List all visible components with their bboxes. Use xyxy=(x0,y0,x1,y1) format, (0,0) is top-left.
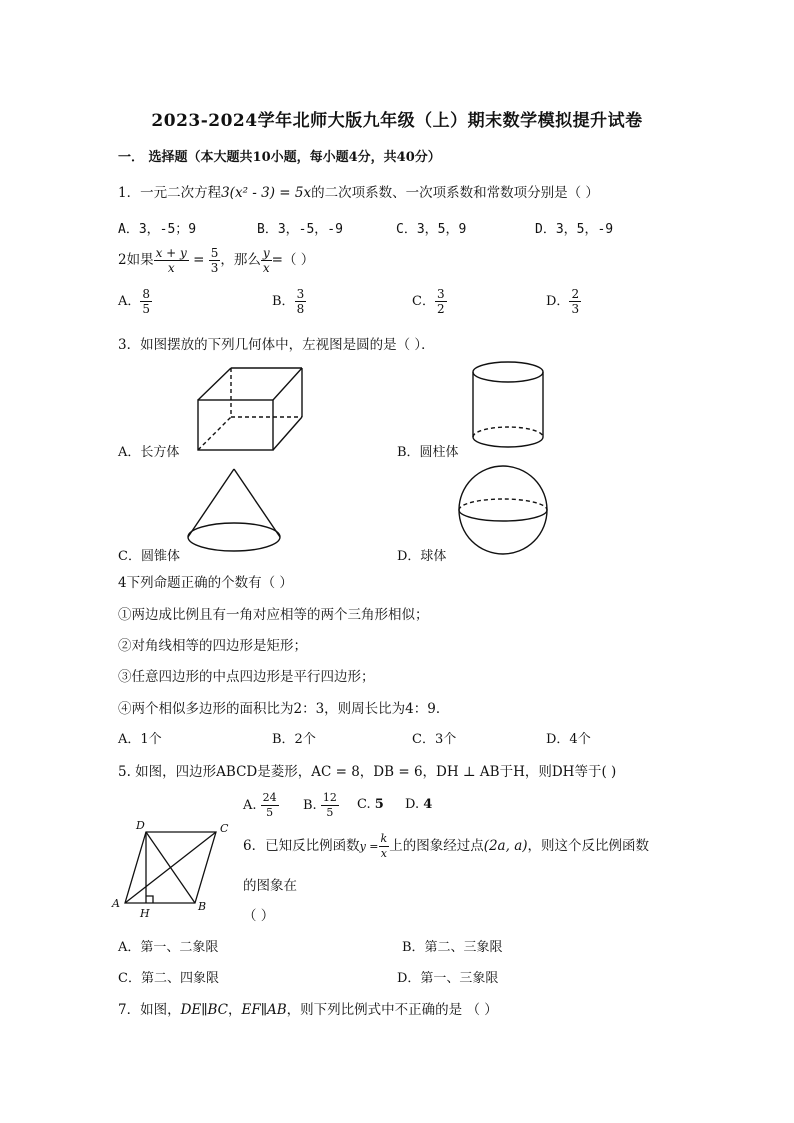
proposition-3: ③任意四边形的中点四边形是平行四边形； xyxy=(118,669,375,685)
question-7-relation-1: DE∥BC xyxy=(180,1002,229,1018)
option-4a[interactable]: A．1个 xyxy=(118,732,162,747)
option-1a[interactable]: A．3，-5；9 xyxy=(118,222,197,237)
cuboid-front-face xyxy=(198,400,273,450)
option-1d[interactable]: D．3，5，-9 xyxy=(535,222,614,237)
option-2b-fraction: $\frac{3}{8}$ xyxy=(296,287,305,316)
option-2c[interactable]: C． $\frac{3}{2}$ xyxy=(412,287,445,316)
option-6d[interactable]: D．第一、三象限 xyxy=(397,971,499,986)
question-6-function: y = xyxy=(359,840,379,853)
sphere-figure xyxy=(455,466,555,556)
option-2a[interactable]: A． $\frac{8}{5}$ xyxy=(118,287,151,316)
option-5b[interactable]: B. $\frac{12}{5}$ xyxy=(303,791,337,819)
option-2b[interactable]: B． $\frac{3}{8}$ xyxy=(272,287,305,316)
question-7: 7．如图，DE∥BC，EF∥AB，则下列比例式中不正确的是 （ ） xyxy=(118,1002,498,1018)
question-2-suffix: =（ ） xyxy=(271,252,315,268)
question-2-fraction-2: $\frac{5}{3}$ xyxy=(210,246,219,275)
cylinder-figure xyxy=(470,360,550,450)
right-angle-mark xyxy=(146,896,153,903)
label-h: H xyxy=(140,907,150,920)
option-2d[interactable]: D． $\frac{2}{3}$ xyxy=(546,287,580,316)
question-4: 4下列命题正确的个数有（ ） xyxy=(118,575,293,591)
cone-figure xyxy=(185,467,285,557)
option-2a-fraction: $\frac{8}{5}$ xyxy=(142,287,151,316)
label-b: B xyxy=(198,900,207,913)
option-1c[interactable]: C．3，5，9 xyxy=(396,222,467,237)
question-7-relation-2: EF∥AB xyxy=(241,1002,287,1018)
question-7-suffix: ，则下列比例式中不正确的是 （ ） xyxy=(286,1002,498,1018)
label-c: C xyxy=(220,822,229,835)
cuboid-figure xyxy=(195,365,305,455)
question-2-number: 2 xyxy=(118,252,127,268)
option-4d[interactable]: D．4个 xyxy=(546,732,591,747)
section-heading: 一． 选择题（本大题共10小题，每小题4分，共40分） xyxy=(118,150,441,165)
question-6 xyxy=(243,832,649,861)
option-5a[interactable]: A. $\frac{24}{5}$ xyxy=(243,791,277,819)
label-a: A xyxy=(112,897,120,910)
question-2-then: ，那么 xyxy=(220,252,261,268)
question-7-prefix: 7．如图， xyxy=(118,1002,181,1018)
option-1b[interactable]: B．3，-5，-9 xyxy=(257,222,343,237)
question-3: 3．如图摆放的下列几何体中，左视图是圆的是（ ）． xyxy=(118,337,435,353)
option-5a-fraction: $\frac{24}{5}$ xyxy=(262,791,277,819)
option-4c[interactable]: C．3个 xyxy=(412,732,457,747)
question-2-fraction-1: $\frac{x + y}{x}$ xyxy=(155,246,187,275)
question-1-prefix: 1．一元二次方程 xyxy=(118,185,222,201)
question-1-suffix: 的二次项系数、一次项系数和常数项分别是（ ） xyxy=(311,185,599,201)
option-3c[interactable]: C．圆锥体 xyxy=(118,549,180,564)
proposition-2: ②对角线相等的四边形是矩形； xyxy=(118,638,307,654)
diagonal-db xyxy=(146,832,195,903)
question-6-fraction: $\frac{k}{x}$ xyxy=(380,832,388,860)
question-6-middle: 上的图象经过点 xyxy=(389,838,484,854)
label-d: D xyxy=(136,819,145,832)
question-6-prefix: 6．已知反比例函数 xyxy=(243,838,360,854)
option-5d[interactable]: D. 4 xyxy=(405,797,433,812)
proposition-1: ①两边成比例且有一角对应相等的两个三角形相似； xyxy=(118,607,429,623)
option-2d-fraction: $\frac{2}{3}$ xyxy=(571,287,580,316)
question-2 xyxy=(118,246,314,275)
question-2-fraction-3: $\frac{y}{x}$ xyxy=(262,246,270,275)
proposition-4: ④两个相似多边形的面积比为2：3，则周长比为4：9． xyxy=(118,701,450,717)
question-1-equation: 3(x² - 3) = 5x xyxy=(221,185,312,201)
question-6-answer-blank: （ ） xyxy=(243,908,275,924)
option-2c-fraction: $\frac{3}{2}$ xyxy=(436,287,445,316)
option-3d[interactable]: D．球体 xyxy=(397,549,447,564)
option-3b[interactable]: B．圆柱体 xyxy=(397,445,459,460)
question-5: 5. 如图，四边形ABCD是菱形，AC = 8，DB = 6，DH ⊥ AB于H，则DH等于( ) xyxy=(118,764,617,780)
page-title: 2023-2024学年北师大版九年级（上）期末数学模拟提升试卷 xyxy=(151,111,643,131)
option-6c[interactable]: C．第二、四象限 xyxy=(118,971,219,986)
option-4b[interactable]: B．2个 xyxy=(272,732,316,747)
option-5b-fraction: $\frac{12}{5}$ xyxy=(322,791,337,819)
question-6-suffix: ，则这个反比例函数 xyxy=(527,838,650,854)
question-6-line-2: 的图象在 xyxy=(243,878,297,894)
option-3a[interactable]: A．长方体 xyxy=(118,445,180,460)
question-2-equals: = xyxy=(193,252,205,268)
question-1 xyxy=(118,181,599,201)
rhombus-figure xyxy=(110,818,240,923)
question-6-point: (2a, a) xyxy=(483,838,528,854)
option-6a[interactable]: A．第一、二象限 xyxy=(118,940,219,955)
question-2-if: 如果 xyxy=(126,252,154,268)
option-5c[interactable]: C. 5 xyxy=(357,797,384,812)
option-6b[interactable]: B．第二、三象限 xyxy=(402,940,503,955)
